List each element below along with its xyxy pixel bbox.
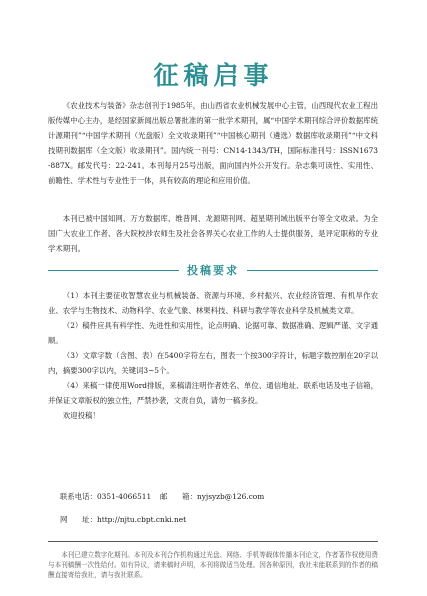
section-header xyxy=(48,262,378,278)
section-divider-left xyxy=(48,270,179,271)
contact-row-phone-email xyxy=(60,491,380,503)
requirement-item-1: （1）本刊主要征收智慧农业与机械装备、资源与环境、乡村振兴、农业经济管理、有机旱作农业、农学与生物技术、动物科学、农业气象、林果科技、科研与教学等农业科学及机械类文章。 xyxy=(48,291,378,315)
requirement-item-2: （2）稿件应具有科学性、先进性和实用性，论点明确、论据可靠、数据准确、逻辑严谨、文字通顺。 xyxy=(48,321,378,345)
intro-paragraph-2: 本刊已被中国知网、万方数据库、维普网、龙源期刊网、超星期刊域出版平台等全文收录。为全国广大农业工作者、各大院校涉农师生及社会各界关心农业工作的人士提供服务，是评定职称的专业学术期刊。 xyxy=(48,214,378,253)
website-link[interactable]: http://njtu.cbpt.cnki.net xyxy=(96,515,187,524)
phone-number: 0351-4066511 xyxy=(96,492,152,501)
section-divider-right xyxy=(247,270,378,271)
requirement-item-3: （3）文章字数（含图、表）在5400字符左右，图表一个按300字符计，标题字数控制在20字以内，摘要300字以内，关键词3~5个。 xyxy=(48,351,378,375)
requirement-item-4: （4）来稿一律使用Word排版，来稿请注明作者姓名、单位、通信地址、联系电话及电子信箱，并保证文章版权的独立性，严禁抄袭，文责自负，请勿一稿多投。 xyxy=(48,381,378,405)
section-title: 投稿要求 xyxy=(187,264,239,277)
page-title: 征稿启事 xyxy=(153,61,274,90)
website-label: 网 址： xyxy=(60,515,97,524)
footer-divider xyxy=(48,541,378,542)
email-address[interactable]: nyjsyzb@126.com xyxy=(196,492,265,501)
requirements-list xyxy=(48,288,378,423)
contact-row-website xyxy=(60,514,380,526)
welcome-text: 欢迎投稿！ xyxy=(62,411,100,420)
intro-paragraph-1: 《农业技术与装备》杂志创刊于1985年，由山西省农业机械发展中心主管，山西现代农业工程出版传媒中心主办，是经国家新闻出版总署批准的第一批学术期刊，属“中国学术期刊综合评价数据库统计源期刊”“中国学术期刊（光盘版）全文收录期刊”“中国核心期刊（遴选）数据库收录期刊”“中文科技期刊数据库（全文版）收录期刊”。国内统一刊号：CN14-1343/TH，国际标准刊号：ISSN1673-887X。邮发代号：22-241。本刊每月25号出版，面向国内外公开发行。杂志集可读性、实用性、前瞻性、学术性与专业性于一体，具有较高的理论和应用价值。 xyxy=(48,101,378,185)
email-label: 邮 箱： xyxy=(160,492,197,501)
phone-label: 联系电话： xyxy=(60,492,97,501)
copyright-footnote: 本刊已建立数字化期刊。本刊及本刊合作机构通过光盘、网络、手机等载体传播本刊论文，作者著作权使用费与本刊稿酬一次性给付。如有异议，请来稿时声明，本刊将做适当处理。因各种原因，我社未能联系到的作者的稿酬直接寄给我社，请与我社联系。 xyxy=(48,551,378,579)
